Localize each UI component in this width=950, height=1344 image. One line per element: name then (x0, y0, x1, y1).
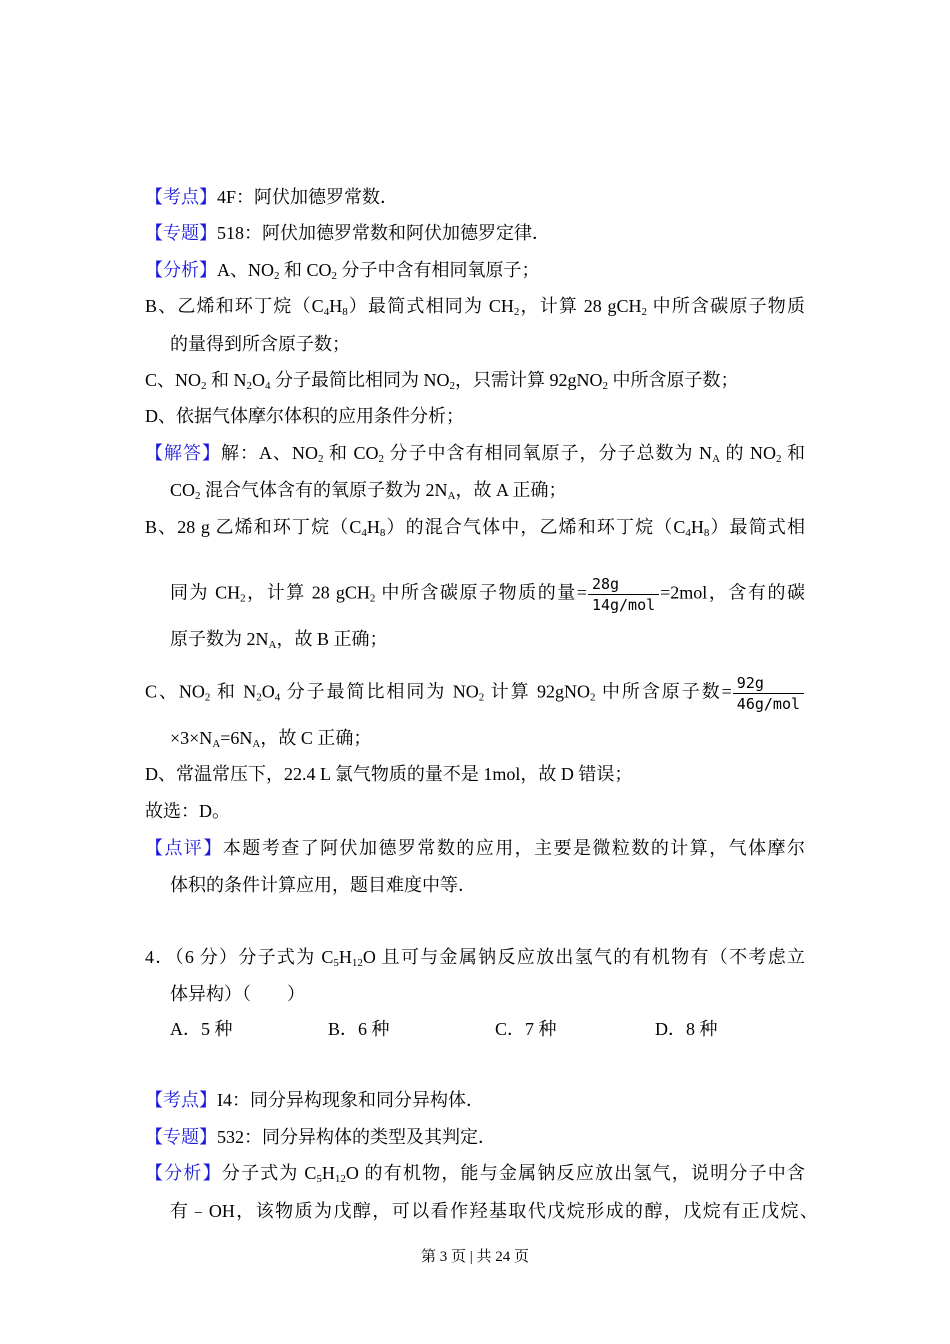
text-line (145, 221, 550, 245)
fraction-numerator: 28g (591, 575, 620, 593)
text-line (145, 258, 540, 282)
subscript: 5 (333, 957, 339, 969)
subscript: 4 (685, 527, 691, 539)
subscript: 12 (351, 957, 363, 969)
text-line (145, 799, 230, 823)
text-run: 4F：阿伏加德罗常数． (217, 187, 399, 207)
text-run: D、依据气体摩尔体积的应用条件分析； (145, 406, 464, 426)
text-run: H (329, 296, 343, 316)
text-run: 分子中含有相同氧原子，分子总数为 N (384, 443, 713, 463)
text-run: 计算 92gNO (484, 681, 591, 702)
text-run: H (321, 1163, 335, 1183)
subscript: 2 (201, 380, 207, 392)
option-b: B．6 种 (328, 1019, 390, 1039)
fraction-denominator: 14g/mol (588, 594, 659, 615)
text-run: CO (170, 480, 196, 500)
text-run: 中所含原子数= (595, 681, 732, 702)
subscript: 2 (195, 490, 201, 502)
text-line (145, 762, 632, 786)
text-line (145, 404, 464, 428)
text-run: 分子最简比相同为 NO (270, 370, 450, 390)
text-line (170, 982, 305, 1006)
text-run: 中所含碳原子物质 (647, 296, 805, 316)
subscript: 2 (602, 380, 609, 392)
text-line (145, 1161, 805, 1185)
text-run: 体异构）（ ） (170, 984, 305, 1004)
section-label: 【解答】 (145, 443, 222, 463)
text-run: H (366, 517, 380, 537)
subscript: 5 (316, 1173, 322, 1185)
subscript: 8 (379, 527, 386, 539)
text-run: O (252, 370, 266, 390)
text-line (145, 945, 805, 969)
subscript: 2 (246, 380, 253, 392)
option-d: D．8 种 (655, 1019, 718, 1039)
text-run: 原子数为 2N (170, 629, 269, 649)
text-line (145, 441, 805, 465)
text-run: 和 N (210, 681, 257, 702)
text-run: ，只需计算 92gNO (455, 370, 603, 390)
text-run: B、乙烯和环丁烷（C (145, 296, 324, 316)
text-line (145, 673, 805, 714)
text-line (170, 574, 805, 615)
subscript: 2 (318, 453, 324, 465)
subscript: 2 (378, 453, 385, 465)
text-run: 中所含原子数； (608, 370, 739, 390)
text-run: =6N (220, 728, 253, 748)
text-line (170, 873, 476, 897)
subscript: A (212, 738, 221, 750)
text-run: ）最简式相同为 CH (347, 296, 514, 316)
text-run: 518：阿伏加德罗常数和阿伏加德罗定律． (217, 223, 550, 243)
section-label: 【分析】 (145, 1163, 222, 1183)
fraction (733, 673, 804, 714)
text-run: O (261, 681, 275, 702)
text-line (170, 726, 371, 750)
subscript: 4 (323, 306, 330, 318)
subscript: 2 (449, 380, 456, 392)
text-run: 和 CO (279, 260, 332, 280)
subscript: A (268, 639, 277, 651)
text-run: ，故 A 正确； (455, 480, 567, 500)
subscript: 4 (274, 691, 281, 704)
text-run: 故选：D。 (145, 801, 230, 821)
option-c: C．7 种 (495, 1019, 557, 1039)
subscript: 2 (590, 691, 596, 704)
page-footer: 第 3 页 | 共 24 页 (420, 1249, 529, 1265)
text-run: 4．（6 分）分子式为 C (145, 947, 334, 967)
text-line (145, 836, 805, 860)
subscript: 4 (265, 380, 271, 392)
text-run: 和 (781, 443, 806, 463)
fraction (588, 574, 659, 615)
text-run: ，计算 28 gCH (519, 296, 642, 316)
text-line (145, 185, 398, 209)
text-run: =2mol，含有的碳 (660, 582, 805, 603)
fraction-numerator: 92g (736, 674, 764, 692)
text-run: 本题考查了阿伏加德罗常数的应用，主要是微粒数的计算，气体摩尔 (222, 838, 806, 858)
text-run: O 的有机物，能与金属钠反应放出氢气，说明分子中含 (345, 1163, 806, 1183)
text-run: 体积的条件计算应用，题目难度中等． (170, 875, 476, 895)
text-run: H (690, 517, 704, 537)
section-label: 【点评】 (145, 838, 223, 858)
section-label: 【考点】 (145, 187, 217, 207)
section-label: 【专题】 (145, 223, 217, 243)
subscript: 2 (369, 592, 376, 605)
text-run: 混合气体含有的氧原子数为 2N (200, 480, 448, 500)
text-run: 同为 CH (170, 582, 241, 603)
text-line (145, 294, 805, 318)
subscript: A (252, 738, 261, 750)
text-run: ，故 C 正确； (260, 728, 372, 748)
text-run: 分子式为 C (221, 1163, 317, 1183)
text-run: D、常温常压下，22.4 L 氯气物质的量不是 1mol，故 D 错误； (145, 764, 633, 784)
section-label: 【专题】 (145, 1127, 217, 1147)
text-line (145, 368, 739, 392)
text-run: ）最简式相 (709, 517, 806, 537)
subscript: 2 (274, 270, 280, 282)
text-run: ×3×N (170, 728, 213, 748)
subscript: 2 (513, 306, 520, 318)
text-run: 和 CO (323, 443, 379, 463)
section-label: 【考点】 (145, 1090, 217, 1110)
subscript: 4 (361, 527, 367, 539)
subscript: 8 (703, 527, 710, 539)
text-run: H (338, 947, 352, 967)
text-line (170, 627, 387, 651)
text-run: O 且可与金属钠反应放出氢气的有机物有（不考虑立 (362, 947, 805, 967)
subscript: 2 (478, 691, 485, 704)
text-run: 分子最简比相同为 NO (280, 681, 479, 702)
text-run: 的 NO (720, 443, 777, 463)
text-run: ，故 B 正确； (276, 629, 388, 649)
subscript: 2 (240, 592, 246, 605)
text-run: 分子中含有相同氧原子； (337, 260, 540, 280)
text-line (170, 332, 350, 356)
text-run: C、NO (145, 370, 202, 390)
subscript: 8 (342, 306, 348, 318)
text-run: B、28 g 乙烯和环丁烷（C (145, 517, 362, 537)
text-line (145, 1125, 496, 1149)
text-run: A、NO (217, 260, 274, 280)
text-run: 532：同分异构体的类型及其判定． (217, 1127, 496, 1147)
subscript: A (712, 453, 721, 465)
text-line (145, 515, 805, 539)
text-line (170, 478, 566, 502)
option-a: A．5 种 (170, 1019, 233, 1039)
subscript: 2 (204, 691, 211, 704)
text-run: 有﹣OH，该物质为戊醇，可以看作羟基取代戊烷形成的醇，戊烷有正戊烷、 (170, 1201, 818, 1221)
text-run: I4：同分异构现象和同分异构体． (217, 1090, 484, 1110)
subscript: A (447, 490, 456, 502)
text-line (145, 1088, 484, 1112)
text-run: 中所含碳原子物质的量= (375, 582, 587, 603)
text-line (170, 1199, 818, 1223)
text-run: ，计算 28 gCH (245, 582, 370, 603)
subscript: 2 (331, 270, 338, 282)
text-run: 和 N (206, 370, 247, 390)
subscript: 2 (641, 306, 647, 318)
text-run: 的量得到所含原子数； (170, 334, 350, 354)
subscript: 12 (334, 1173, 346, 1185)
subscript: 2 (776, 453, 782, 465)
text-run: C、NO (145, 681, 205, 702)
section-label: 【分析】 (145, 260, 217, 280)
subscript: 2 (256, 691, 262, 704)
text-run: 解：A、NO (221, 443, 319, 463)
text-run: ）的混合气体中，乙烯和环丁烷（C (385, 517, 686, 537)
fraction-denominator: 46g/mol (733, 693, 804, 714)
